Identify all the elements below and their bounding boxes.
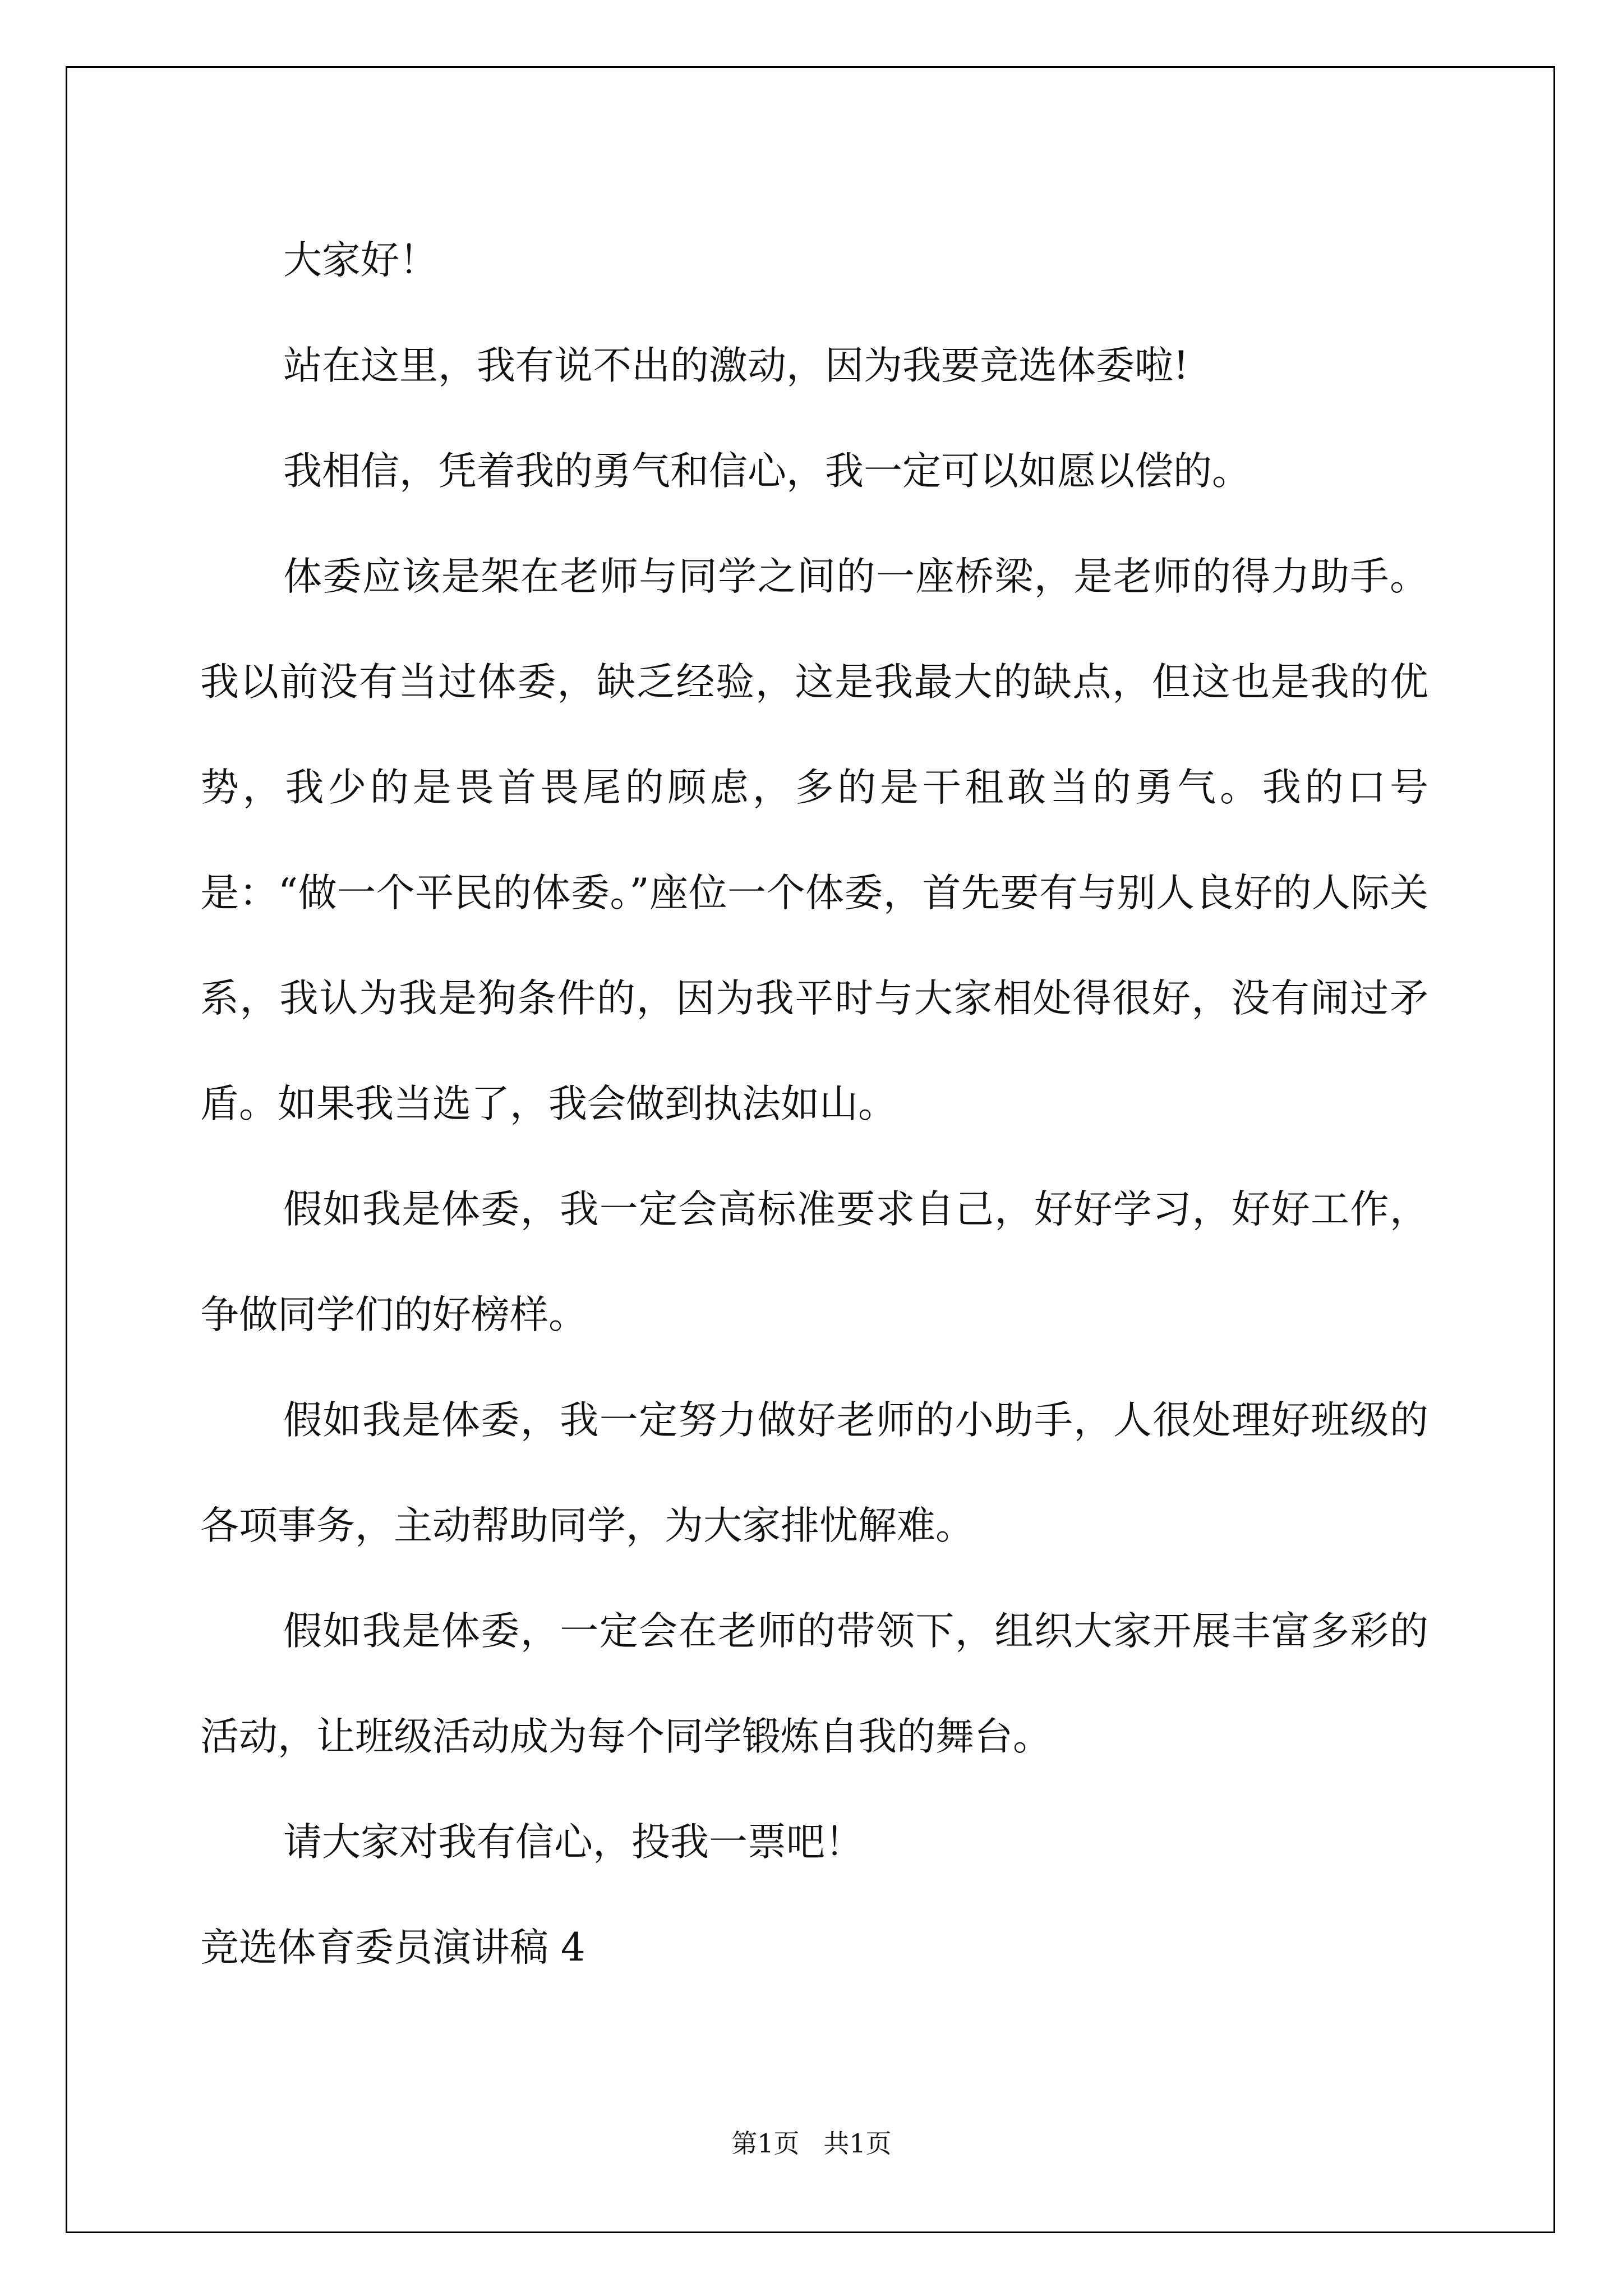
paragraph-closing: 请大家对我有信心，投我一票吧！ [283, 1820, 864, 1865]
paragraph-2: 我相信，凭着我的勇气和信心，我一定可以如愿以偿的。 [283, 449, 1251, 494]
paragraph-1: 站在这里，我有说不出的激动，因为我要竞选体委啦! [283, 343, 1189, 388]
document-body [200, 208, 1428, 2000]
paragraph-4: 假如我是体委，我一定会高标准要求自己，好好学习，好好工作，争做同学们的好榜样。 [200, 1187, 1428, 1337]
page-number: 第1页 [731, 2128, 800, 2159]
paragraph-5: 假如我是体委，我一定努力做好老师的小助手，人很处理好班级的各项事务，主动帮助同学，为大家排忧解难。 [200, 1398, 1428, 1548]
paragraph-greeting: 大家好！ [283, 238, 438, 283]
page-footer [0, 2123, 1623, 2160]
page-total: 共1页 [823, 2128, 892, 2159]
paragraph-6: 假如我是体委，一定会在老师的带领下，组织大家开展丰富多彩的活动，让班级活动成为每个同学锻炼自我的舞台。 [200, 1609, 1428, 1759]
paragraph-3: 体委应该是架在老师与同学之间的一座桥梁，是老师的得力助手。我以前没有当过体委，缺乏经验，这是我最大的缺点，但这也是我的优势，我少的是畏首畏尾的顾虑，多的是干租敢当的勇气。我的口号是：“做一个平民的体委。”座位一个体委，首先要有与别人良好的人际关系，我认为我是狗条件的，因为我平时与大家相处得很好，没有闹过矛盾。如果我当选了，我会做到执法如山。 [200, 554, 1428, 1126]
section-heading: 竞选体育委员演讲稿 4 [200, 1925, 585, 1970]
